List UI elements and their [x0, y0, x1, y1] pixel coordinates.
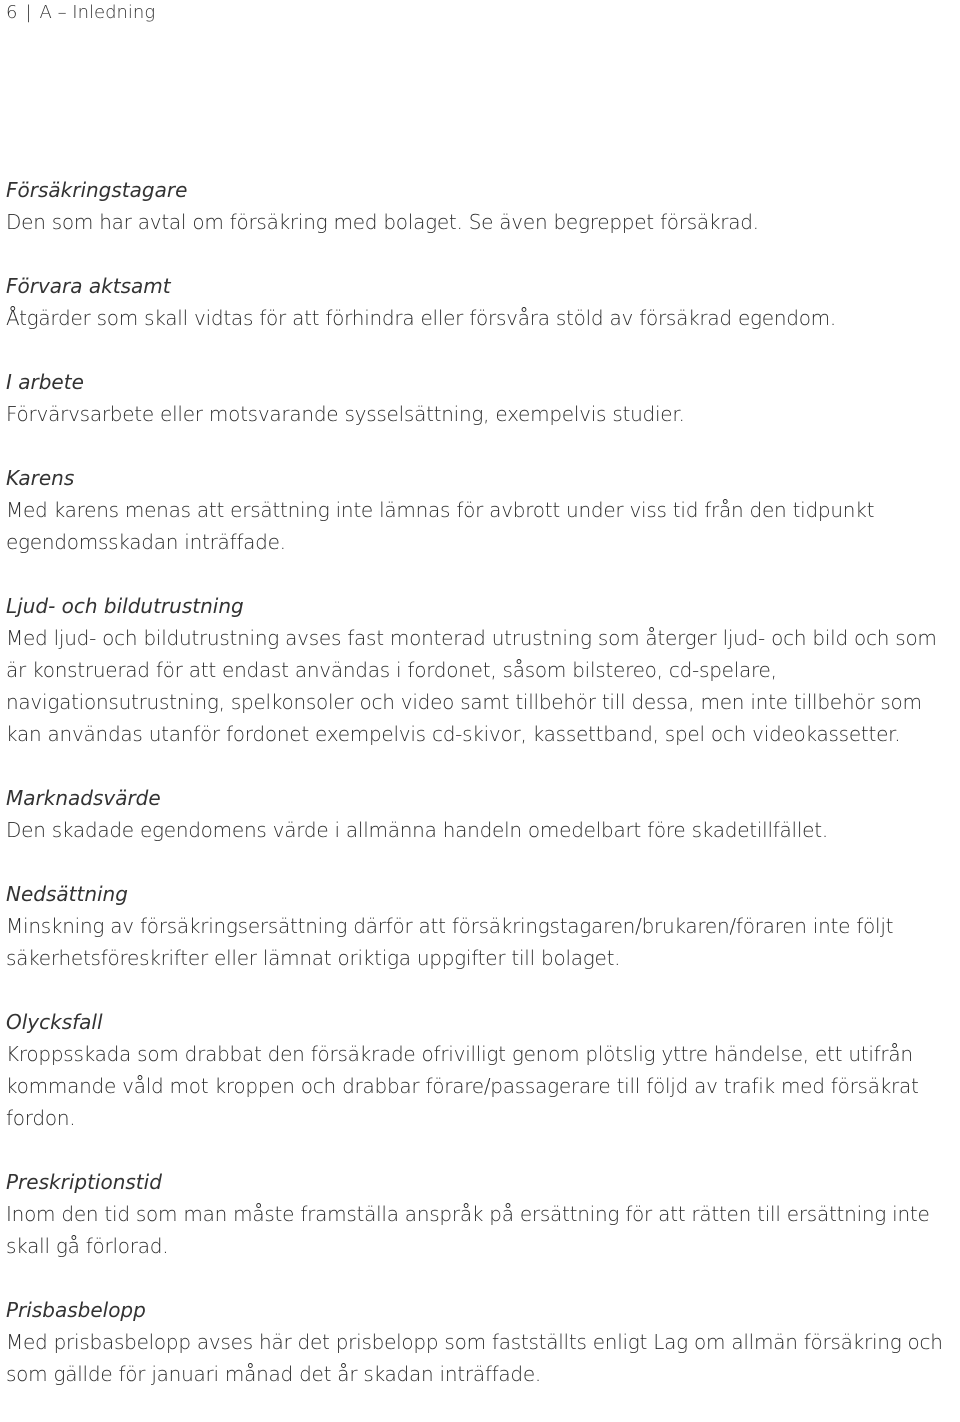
glossary-term: Försäkringstagare	[6, 178, 188, 202]
glossary-entry-olycksfall	[6, 1006, 956, 1134]
glossary-entry-forvara-aktsamt	[6, 270, 956, 334]
glossary-entry-forsakringstagare	[6, 174, 956, 238]
glossary-term: Förvara aktsamt	[6, 274, 171, 298]
header-separator: |	[25, 2, 32, 23]
glossary-term: Olycksfall	[6, 1010, 103, 1034]
glossary-term: I arbete	[6, 370, 84, 394]
page-header	[6, 1, 155, 25]
glossary-definition: Åtgärder som skall vidtas för att förhindra eller försvåra stöld av försäkrad egendom.	[6, 306, 837, 330]
glossary-definition: Med prisbasbelopp avses här det prisbelopp som fastställts enligt Lag om allmän försäkring och som gällde för januari månad det år skadan inträffade.	[6, 1330, 943, 1386]
glossary-entry-karens	[6, 462, 956, 558]
glossary-definition: Med ljud- och bildutrustning avses fast monterad utrustning som återger ljud- och bild och som är konstruerad för att endast användas i fordonet, såsom bilstereo, cd-spelare, navigationsutrustning, spelkonsoler och video samt tillbehör till dessa, men inte tillbehör som kan användas utanför fordonet exempelvis cd-skivor, kassettband, spel och videokassetter.	[6, 626, 937, 746]
glossary-entry-prisbasbelopp	[6, 1294, 956, 1390]
glossary-definition: Förvärvsarbete eller motsvarande sysselsättning, exempelvis studier.	[6, 402, 685, 426]
glossary-list	[6, 174, 956, 1422]
glossary-definition: Inom den tid som man måste framställa anspråk på ersättning för att rätten till ersättning inte skall gå förlorad.	[6, 1202, 930, 1258]
glossary-term: Prisbasbelopp	[6, 1298, 146, 1322]
page-number: 6	[6, 2, 18, 23]
glossary-term: Ljud- och bildutrustning	[6, 594, 244, 618]
glossary-definition: Kroppsskada som drabbat den försäkrade ofrivilligt genom plötslig yttre händelse, ett utifrån kommande våld mot kroppen och drabbar förare/passagerare till följd av trafik med försäkrat fordon.	[6, 1042, 919, 1130]
glossary-entry-ljud-och-bildutrustning	[6, 590, 956, 750]
section-title: A – Inledning	[39, 2, 156, 23]
glossary-term: Karens	[6, 466, 75, 490]
glossary-term: Preskriptionstid	[6, 1170, 162, 1194]
glossary-definition: Minskning av försäkringsersättning därför att försäkringstagaren/brukaren/föraren inte följt säkerhetsföreskrifter eller lämnat oriktiga uppgifter till bolaget.	[6, 914, 894, 970]
glossary-term: Nedsättning	[6, 882, 128, 906]
glossary-entry-i-arbete	[6, 366, 956, 430]
glossary-definition: Den skadade egendomens värde i allmänna handeln omedelbart före skadetillfället.	[6, 818, 828, 842]
glossary-definition: Den som har avtal om försäkring med bolaget. Se även begreppet försäkrad.	[6, 210, 759, 234]
glossary-term: Marknadsvärde	[6, 786, 161, 810]
glossary-entry-preskriptionstid	[6, 1166, 956, 1262]
glossary-entry-nedsattning	[6, 878, 956, 974]
glossary-definition: Med karens menas att ersättning inte lämnas för avbrott under viss tid från den tidpunkt egendomsskadan inträffade.	[6, 498, 875, 554]
glossary-entry-marknadsvarde	[6, 782, 956, 846]
